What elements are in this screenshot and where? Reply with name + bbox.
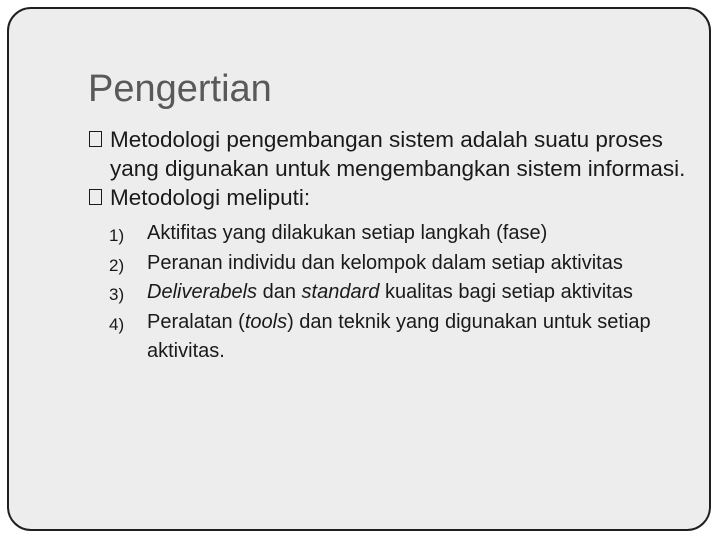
square-bullet-icon xyxy=(89,131,102,147)
list-item xyxy=(89,308,689,367)
slide-content xyxy=(89,125,689,367)
list-item-text: dan xyxy=(257,281,302,303)
bullet-text: Metodologi meliputi: xyxy=(110,185,311,210)
list-item xyxy=(89,219,689,249)
list-number: 1) xyxy=(109,226,125,245)
list-item-term: tools xyxy=(244,310,288,333)
list-item-text: Aktifitas yang dilakukan setiap langkah (fase) xyxy=(147,222,548,244)
bullet-item xyxy=(89,183,689,212)
list-item-term: Deliverabels xyxy=(147,281,258,303)
list-item-text: Peralatan ( xyxy=(147,310,245,333)
list-number: 2) xyxy=(109,255,125,275)
square-bullet-icon xyxy=(89,189,102,205)
list-item-text: kualitas bagi setiap aktivitas xyxy=(379,281,633,303)
list-item-term: standard xyxy=(301,281,380,303)
list-item xyxy=(89,278,689,308)
list-item-text: Peranan individu dan kelompok dalam setiap aktivitas xyxy=(147,251,623,274)
list-item xyxy=(89,249,689,279)
bullet-item xyxy=(89,125,689,183)
slide-frame xyxy=(7,7,711,531)
bullet-text: Metodologi pengembangan sistem adalah suatu proses yang digunakan untuk mengembangkan sistem informasi. xyxy=(110,127,686,181)
list-number: 4) xyxy=(109,314,125,334)
list-item-text: ) dan teknik yang digunakan untuk setiap aktivitas. xyxy=(147,310,651,362)
slide-title: Pengertian xyxy=(88,68,272,110)
numbered-list xyxy=(89,219,689,367)
list-number: 3) xyxy=(109,285,125,304)
